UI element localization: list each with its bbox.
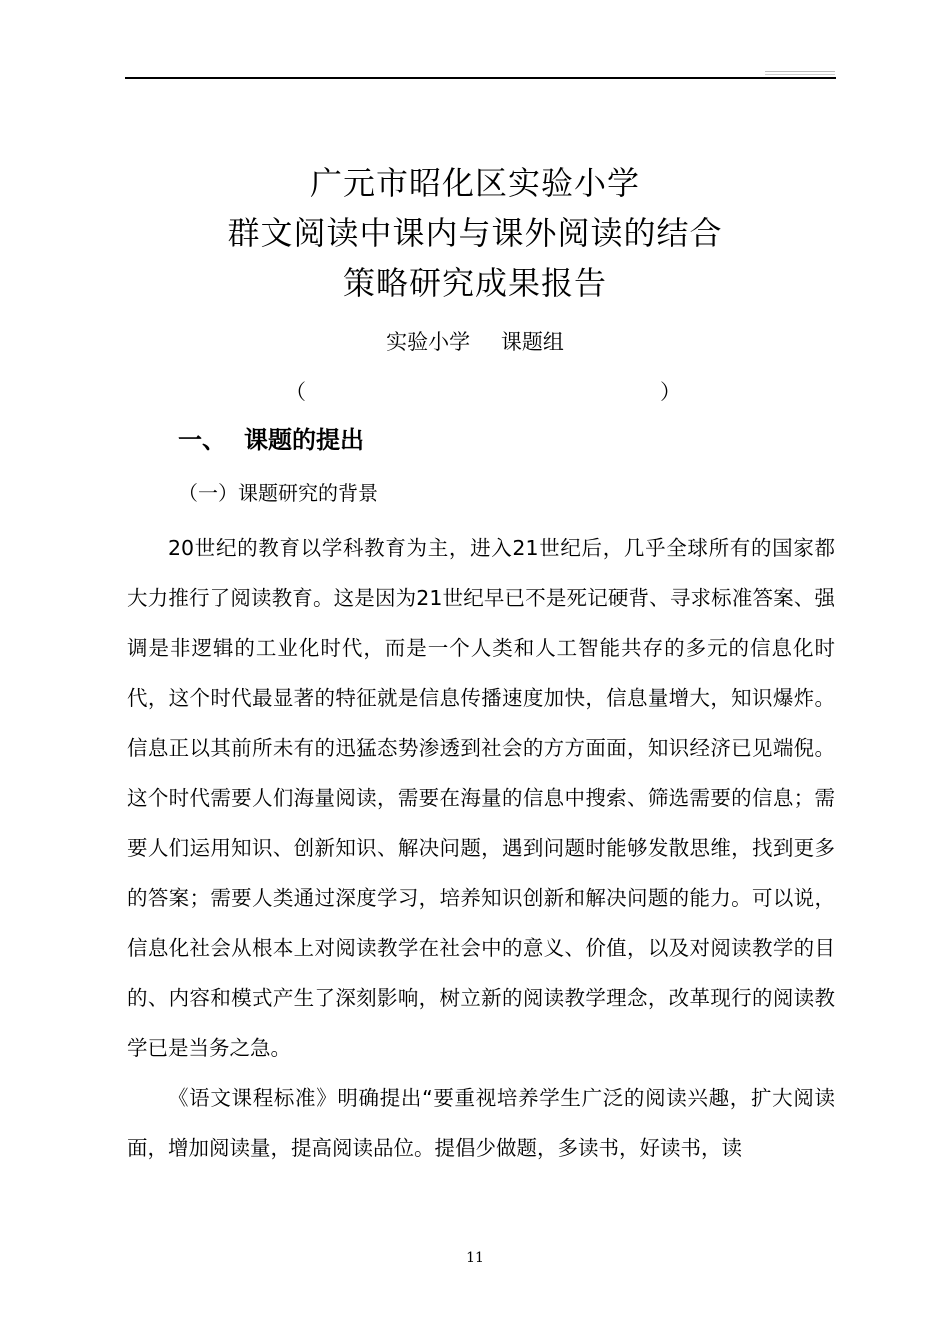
header-decorative-line: [765, 71, 835, 72]
section-title: 课题的提出: [244, 426, 364, 454]
author-group: 课题组: [500, 330, 564, 354]
author-line: [0, 328, 950, 356]
title-line-1: 广元市昭化区实验小学: [309, 164, 640, 202]
section-heading: [178, 422, 364, 458]
title-line-3: 策略研究成果报告: [342, 264, 607, 302]
body-text: [127, 523, 835, 1173]
header-decorative-line: [765, 74, 835, 75]
title-line-2: 群文阅读中课内与课外阅读的结合: [227, 214, 723, 252]
subsection-heading: （一）课题研究的背景: [178, 481, 378, 505]
close-parenthesis: ）: [660, 380, 681, 404]
paragraph: 20世纪的教育以学科教育为主，进入21世纪后，几乎全球所有的国家都大力推行了阅读教育。这是因为21世纪早已不是死记硬背、寻求标准答案、强调是非逻辑的工业化时代，而是一个人类和人工智能共存的多元的信息化时代，这个时代最显著的特征就是信息传播速度加快，信息量增大，知识爆炸。信息正以其前所未有的迅猛态势渗透到社会的方方面面，知识经济已见端倪。 这个时代需要人们海量阅读，需要在海量的信息中搜索、筛选需要的信息；需要人们运用知识、创新知识、解决问题，遇到问题时能够发散思维，找到更多的答案；需要人类通过深度学习，培养知识创新和解决问题的能力。可以说，信息化社会从根本上对阅读教学在社会中的意义、价值，以及对阅读教学的目的、内容和模式产生了深刻影响，树立新的阅读教学理念，改革现行的阅读教学已是当务之急。: [127, 536, 835, 1060]
section-number: 一、: [178, 426, 226, 454]
header-rule: [125, 77, 836, 79]
author-school: 实验小学: [386, 330, 471, 354]
page-number: 11: [466, 1250, 484, 1266]
open-parenthesis: （: [285, 380, 306, 404]
paragraph: 《语文课程标准》明确提出“要重视培养学生广泛的阅读兴趣，扩大阅读面，增加阅读量，提高阅读品位。提倡少做题，多读书，好读书，读: [127, 1086, 835, 1160]
